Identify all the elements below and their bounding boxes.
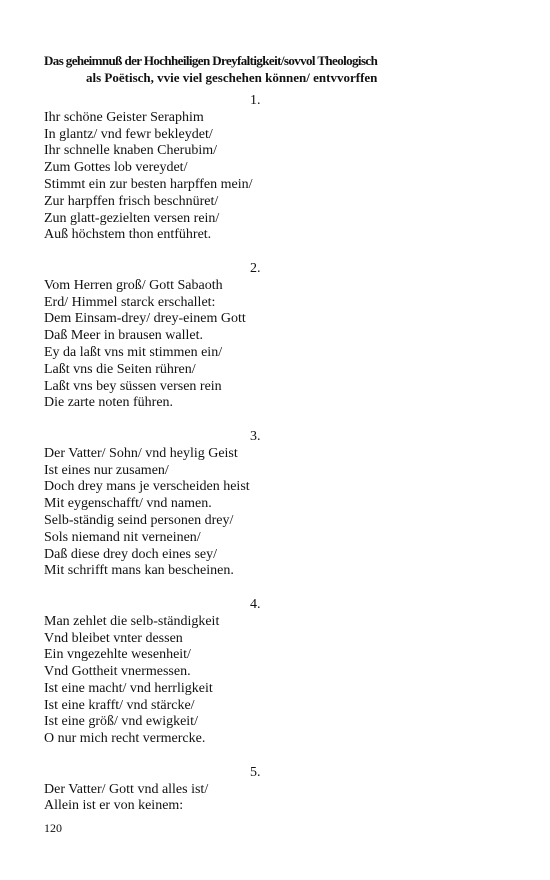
stanza <box>44 93 504 244</box>
verse-line: Selb-ständig seind personen drey/ <box>44 512 234 528</box>
verse-line: In glantz/ vnd fewr bekleydet/ <box>44 126 213 142</box>
verse-line: Ey da laßt vns mit stimmen ein/ <box>44 344 223 360</box>
poem-body <box>44 93 504 832</box>
verse-line: Vnd Gottheit vnermessen. <box>44 664 191 680</box>
verse-line: Vnd bleibet vnter dessen <box>44 630 183 646</box>
stanza-number: 1. <box>250 93 261 108</box>
verse-line: Sols niemand nit verneinen/ <box>44 529 201 545</box>
stanza-number: 3. <box>250 428 261 444</box>
verse-line: Auß höchstem thon entführet. <box>44 227 212 243</box>
verse-line: Ihr schöne Geister Seraphim <box>44 109 204 125</box>
verse-line: Laßt vns die Seiten rühren/ <box>44 361 196 377</box>
poem-title-line-1: Das geheimnuß der Hochheiligen Dreyfaltigkeit/sovvol Theologisch <box>44 53 378 68</box>
verse-line: Der Vatter/ Sohn/ vnd heylig Geist <box>44 445 238 461</box>
verse-line: Ein vngezehlte wesenheit/ <box>44 647 191 663</box>
stanza <box>44 765 504 815</box>
verse-line: Ist eine größ/ vnd ewigkeit/ <box>44 714 198 730</box>
verse-line: Daß Meer in brausen wallet. <box>44 328 203 344</box>
verse-line: Mit eygenschafft/ vnd namen. <box>44 496 212 512</box>
stanza-number: 2. <box>250 260 261 276</box>
verse-line: Ihr schnelle knaben Cherubim/ <box>44 143 218 159</box>
verse-line: Ist eines nur zusamen/ <box>44 462 169 478</box>
stanza <box>44 597 504 748</box>
poem-title-line-2: als Poëtisch, vvie viel geschehen können/ entvvorffen <box>86 70 378 85</box>
verse-line: Doch drey mans je verscheiden heist <box>44 479 250 495</box>
verse-line: Mit schrifft mans kan bescheinen. <box>44 563 234 579</box>
verse-line: O nur mich recht vermercke. <box>44 731 206 747</box>
verse-line: Vom Herren groß/ Gott Sabaoth <box>44 277 223 293</box>
verse-line: Zun glatt-gezielten versen rein/ <box>44 210 220 226</box>
verse-line: Laßt vns bey süssen versen rein <box>44 378 222 394</box>
verse-line: Ist eine macht/ vnd herrligkeit <box>44 680 213 696</box>
verse-line: Daß diese drey doch eines sey/ <box>44 546 217 562</box>
verse-line: Ist eine krafft/ vnd stärcke/ <box>44 697 195 713</box>
verse-line: Der Vatter/ Gott vnd alles ist/ <box>44 781 209 797</box>
stanza-number: 4. <box>250 596 261 612</box>
verse-line: Zum Gottes lob vereydet/ <box>44 160 188 176</box>
verse-line: Dem Einsam-drey/ drey-einem Gott <box>44 311 246 327</box>
stanza-number: 5. <box>250 764 261 780</box>
verse-line: Man zehlet die selb-ständigkeit <box>44 613 220 629</box>
page-number: 120 <box>44 821 62 835</box>
verse-line: Stimmt ein zur besten harpffen mein/ <box>44 176 253 192</box>
verse-line: Allein ist er von keinem: <box>44 798 184 814</box>
verse-line: Die zarte noten führen. <box>44 395 174 411</box>
verse-line: Zur harpffen frisch beschnüret/ <box>44 193 219 209</box>
stanza <box>44 261 504 412</box>
stanza <box>44 429 504 580</box>
poem-title <box>44 52 474 86</box>
verse-line: Erd/ Himmel starck erschallet: <box>44 294 216 310</box>
